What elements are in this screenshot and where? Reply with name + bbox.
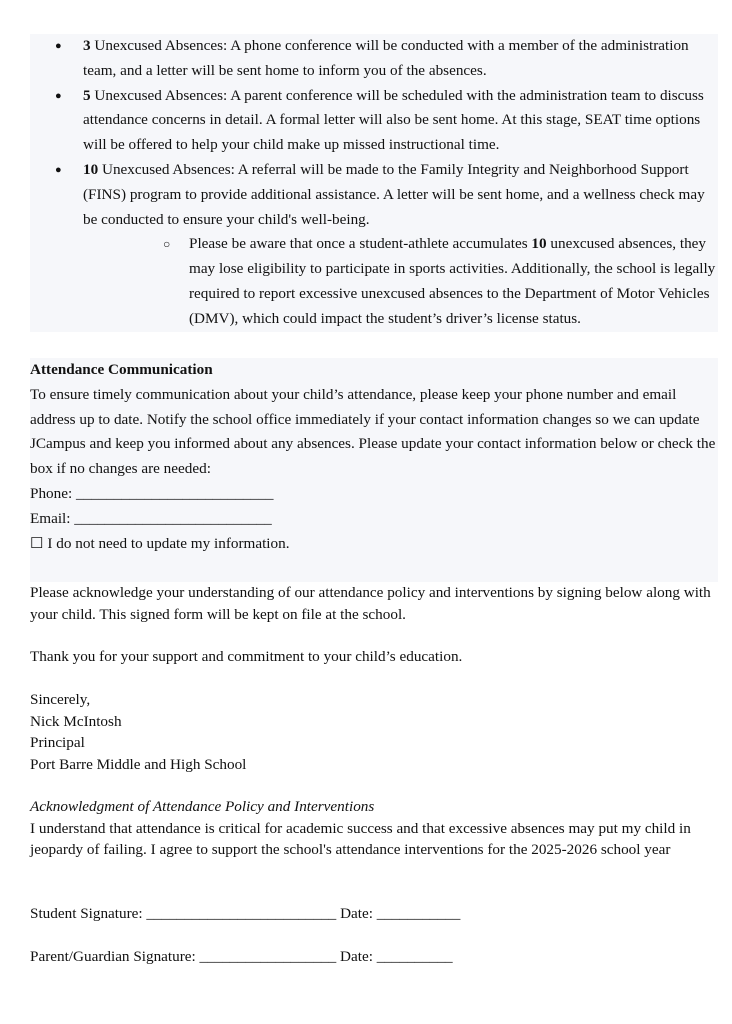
phone-field[interactable]: Phone: __________________________ bbox=[30, 484, 274, 502]
no-update-checkbox[interactable]: ☐ I do not need to update my information. bbox=[30, 534, 290, 552]
policy-item-text: Unexcused Absences: A phone conference will be conducted with a member of the administration team, and a letter will be sent home to inform you of the absences. bbox=[83, 37, 689, 79]
policy-sub-list bbox=[83, 232, 718, 331]
school-name: Port Barre Middle and High School bbox=[30, 755, 247, 773]
thank-you-line: Thank you for your support and commitment to your child’s education. bbox=[30, 648, 463, 665]
policy-item-text: Unexcused Absences: A referral will be made to the Family Integrity and Neighborhood Support (FINS) program to provide additional assistance. A letter will be sent home, and a wellness check may be conducted to ensure your child's well-being. bbox=[83, 160, 705, 228]
acknowledgment-section bbox=[30, 796, 718, 861]
email-field[interactable]: Email: __________________________ bbox=[30, 509, 272, 527]
salutation: Sincerely, bbox=[30, 691, 91, 708]
section-body: To ensure timely communication about your child’s attendance, please keep your phone number and email address up to date. Notify the school office immediately if your contact information changes so we can update JCampus and keep you informed about any absences. Please update your contact information below or check the box if no changes are needed: bbox=[30, 385, 716, 478]
principal-title: Principal bbox=[30, 734, 85, 752]
parent-signature-line[interactable]: Parent/Guardian Signature: __________________ Date: __________ bbox=[30, 948, 453, 965]
acknowledgment-body: I understand that attendance is critical for academic success and that excessive absences may put my child in jeopardy of failing. I agree to support the school's attendance interventions for the 2025-2026 school year bbox=[30, 819, 691, 859]
section-heading: Attendance Communication bbox=[30, 361, 213, 378]
policy-item-5 bbox=[30, 84, 718, 158]
note-text: unexcused absences, they may lose eligibility to participate in sports activities. Additionally, the school is legally required to report excessive unexcused absences to the Department of Motor Vehicles (DMV), which could impact the student’s driver’s license status. bbox=[189, 235, 716, 327]
athlete-eligibility-note bbox=[163, 232, 718, 331]
absence-count: 10 bbox=[83, 160, 99, 178]
policy-item-3 bbox=[30, 34, 718, 84]
note-text: Please be aware that once a student-athlete accumulates bbox=[189, 235, 532, 253]
absence-count: 5 bbox=[83, 86, 91, 104]
closing-block bbox=[30, 689, 718, 775]
policy-item-text: Unexcused Absences: A parent conference will be scheduled with the administration team to discuss attendance concerns in detail. A formal letter will also be sent home. At this stage, SEAT time options will be offered to help your child make up missed instructional time. bbox=[83, 86, 704, 154]
student-signature-line[interactable]: Student Signature: _________________________ Date: ___________ bbox=[30, 905, 461, 922]
principal-name: Nick McIntosh bbox=[30, 712, 122, 730]
acknowledge-request: Please acknowledge your understanding of our attendance policy and interventions by signing below along with your child. This signed form will be kept on file at the school. bbox=[30, 584, 711, 623]
policy-list bbox=[30, 34, 718, 332]
policy-bullet-list bbox=[30, 34, 718, 332]
absence-count: 10 bbox=[531, 235, 547, 253]
absence-count: 3 bbox=[83, 37, 91, 54]
acknowledgment-heading: Acknowledgment of Attendance Policy and Interventions bbox=[30, 798, 375, 815]
policy-item-10 bbox=[30, 158, 718, 332]
attendance-communication-section bbox=[30, 358, 718, 582]
